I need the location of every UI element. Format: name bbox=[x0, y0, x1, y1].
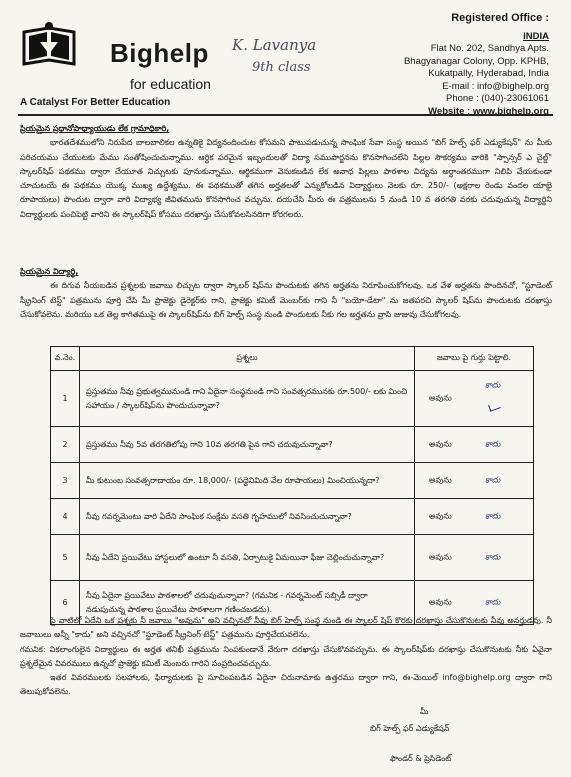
signature-title: ఫౌండర్ & ప్రెసిడెంట్ bbox=[390, 754, 452, 763]
paragraph-student: ఈ దిగువ నీయబడిన ప్రశ్నలకు జవాబు లిచ్చుట ద్వారా స్కాలర్ షిప్‌ను పొందుటకు తగిన అర్హతను నిరూపించుకోగలవు. ఒక వేళ అర్హతను పొందినచో, "స్టూడెంట్ స్క్రీనింగ్ టెస్ట్" పత్రమును పూర్తి చేసి మీ ప్రాజెక్టు డైరెక్టర్‌కు గాని, ప్రాజెక్టు కమిటీ మెంబర్‌కు గాని నీ "బయో-డేటా" ను జతపరచి స్కాలర్ షిప్‌ను పొందుటకు దరఖాస్తు చేసుకోవలెను. మరియు ఒక తెల్ల కాగితముపై ఈ స్కాలర్‌షిప్‌ను బిగ్ హెల్ప్ సంస్థ నుండి పొందుటకు నీకు గల అర్హతను వ్రాసి జుజువు చేసుకోగలవు. bbox=[20, 281, 552, 319]
tick-mark-icon bbox=[488, 401, 501, 411]
office-title: Registered Office : bbox=[451, 12, 549, 24]
row-number: 5 bbox=[51, 535, 80, 581]
yes-option: అవును bbox=[429, 393, 452, 402]
registered-office bbox=[379, 12, 549, 118]
header-divider bbox=[18, 114, 553, 116]
row-number: 4 bbox=[51, 499, 80, 535]
paragraph-intro: భారతదేశములోని నిరుపేద బాలబాలికల ఉన్నతికై విద్యనందించుట కోసమని పాటుపడుచున్న సాంఘిక సేవా సంస్థ అయిన "బిగ్ హెల్ప్ ఫర్ ఎడ్యుకేషన్" ను మీకు పరిచయము చేయుటకు మేము సంతోషించుచున్నాము. ఆర్థిక పరమైన ఇబ్బందులతో విద్యా సముపార్జనను కొనసాగించలేని పిల్లల సౌకర్యము వారికి "స్పాన్సర్ ఎ చైల్డ్" స్కాలర్‌షిప్ పథకము ద్వారా చేయూత నిచ్చుటకు పూనుకున్నాము. ఆర్థికముగా వెనుకబడిన లేక అనాధ పిల్లలు పాఠశాల విద్యను అర్ధాంతరముగా నిలిపి వేయకుండా చూచుటయే ఈ పథకము యొక్క ముఖ్య ఉద్దేశ్యము. ఈ పథకముతో తగిన అర్హతలతో ఎన్నుకోబడిన విద్యార్థులు నెలకు రూ. 250/- (అక్షరాల రెండు వందల యాభై రూపాయలు) పొందుట ద్వారా వారి విద్యాభ్య జీవితమును కొనసాగించ వచ్చును. దయచేసి మీరు ఈ పత్రములను 5 నుండి 10 వ తరగతి వరకు చదువుచున్న విద్యార్థిని విద్యార్థులకు పంచిపెట్టి వారిని ఈ స్కాలర్‌షిప్ కోసము దరఖాస్తు చేసుకోవలసినదిగా కోరగలరు. bbox=[20, 138, 552, 219]
answer-cell bbox=[415, 463, 534, 499]
row-question: ప్రస్తుతము నీవు ప్రభుత్వమునుండి గాని ఏదైనా సంస్థనుండి గాని సంవత్సరమునకు రూ.500/- లకు మించి సహాయం / స్కాలర్‌షిప్‌ను పొందుచున్నావా? bbox=[80, 371, 415, 427]
answer-cell bbox=[415, 371, 534, 427]
handwritten-name: K. Lavanya bbox=[232, 36, 317, 54]
row-number: 2 bbox=[51, 427, 80, 463]
table-row bbox=[51, 499, 534, 535]
header-answer: జవాబు పై గుర్తు పెట్టాలి. bbox=[415, 347, 534, 371]
paragraph-contact: ఇతర వివరములకు సలహాలకు, ఫిర్యాదులకు పై సూచింపబడిన ఏదైనా చిరునామాకు ఉత్తరము ద్వారా గాని, ఈ-మెయిల్ info@bighelp.org ద్వారా గాని తెలుపుకోవలెను. bbox=[20, 673, 552, 697]
no-option: కాదు bbox=[485, 552, 501, 561]
no-option: కాదు bbox=[485, 475, 501, 484]
signature-org: బిగ్ హెల్ప్ ఫర్ ఎడ్యుకేషన్ bbox=[370, 724, 450, 733]
header-questions: ప్రశ్నలు bbox=[80, 347, 415, 371]
salutation-student: ప్రియమైన విద్యార్థి, bbox=[20, 267, 79, 276]
tagline: A Catalyst For Better Education bbox=[20, 97, 171, 108]
row-number: 6 bbox=[51, 581, 80, 625]
bighelp-logo bbox=[20, 18, 220, 92]
yes-option: అవును bbox=[429, 511, 452, 520]
salutation-headmaster: ప్రియమైన ప్రధానోపాధ్యాయుడు లేక గ్రామాధికారి, bbox=[20, 124, 170, 133]
eligibility-table bbox=[50, 346, 534, 625]
letter-student bbox=[20, 265, 552, 322]
office-email: E-mail : info@bighelp.org bbox=[442, 80, 549, 92]
letter-intro bbox=[20, 122, 552, 222]
no-option: కాదు bbox=[485, 511, 501, 520]
answer-cell bbox=[415, 499, 534, 535]
yes-option: అవును bbox=[429, 597, 452, 606]
row-number: 1 bbox=[51, 371, 80, 427]
brand-subtitle: for education bbox=[130, 76, 211, 92]
row-question: నీవు ఏదేని ప్రయివేటు హాస్టలులో ఉంటూ నీ వసతి, ఏర్పాటుకై ఏమయినా ఫీజు చెల్లించుచున్నావా? bbox=[80, 535, 415, 581]
answer-cell bbox=[415, 535, 534, 581]
office-website: Website : www.bighelp.org bbox=[428, 105, 549, 117]
header-serial: వ.నెం. bbox=[51, 347, 80, 371]
row-question: మీ కుటుంబ సంవత్సరాదాయం రూ. 18,000/- (పద్దెనిమిది వేల రూపాయలు) మించియున్నదా? bbox=[80, 463, 415, 499]
office-line1: Flat No. 202, Sandhya Apts. bbox=[430, 43, 549, 54]
table-row bbox=[51, 427, 534, 463]
row-question: ప్రస్తుతము నీవు 5వ తరగతిలోపు గాని 10వ తరగతి పైన గాని చదువుచున్నావా? bbox=[80, 427, 415, 463]
signature-closing: మీ bbox=[420, 707, 429, 716]
yes-option: అవును bbox=[429, 552, 452, 561]
paragraph-eligibility: పై వాటిలో ఏదేని ఒక ప్రశ్నకు నీ జవాబు "అవును" అని వచ్చినచో నీవు బిగ్ హెల్ప్ సంస్థ నుండి ఈ స్కాలర్ షిప్ కొరకు దరఖాస్తు చేసుకొనుటకు నీవు అనర్హుడవు. నీ జవాబులు అన్నీ "కాదు" అని వచ్చినచో "స్టూడెంట్ స్క్రీనింగ్ టెస్ట్" పత్రమును పూర్తిచేయవలెను. bbox=[20, 616, 552, 640]
no-option: కాదు bbox=[485, 597, 501, 606]
brand-name: Bighelp bbox=[110, 38, 209, 68]
office-country: INDIA bbox=[523, 30, 549, 42]
table-header-row bbox=[51, 347, 534, 371]
answer-cell bbox=[415, 427, 534, 463]
table-row bbox=[51, 535, 534, 581]
no-option: కాదు bbox=[485, 439, 501, 448]
row-question: నీవు ఏదైనా ప్రయివేటు పాఠశాలలో చదువుచున్నావా? (గమనిక - గవర్నమెంట్ సబ్సిడీ ద్వారా నడుపుచున్న పాఠశాల ప్రయివేటు పాఠశాలగా గణించబడదు). bbox=[80, 581, 415, 625]
office-line3: Kukatpally, Hyderabad, India bbox=[428, 68, 549, 79]
yes-option: అవును bbox=[429, 439, 452, 448]
office-line2: Bhagyanagar Colony, Opp. KPHB, bbox=[403, 55, 549, 67]
row-number: 3 bbox=[51, 463, 80, 499]
office-phone: Phone : (040)-23061061 bbox=[446, 93, 549, 104]
no-option: కాదు bbox=[485, 380, 501, 390]
table-row bbox=[51, 371, 534, 427]
row-question: నీవు గవర్నమెంటు వారి ఏదేని సాంఘిక సంక్షేమ వసతి గృహములో నివసించుచున్నావా? bbox=[80, 499, 415, 535]
yes-option: అవును bbox=[429, 475, 452, 484]
paragraph-note: గమనిక: వికలాంగులైన విద్యార్థులు ఈ అర్హత తనిఖీ పత్రమును నింపకుండానే నేరుగా దరఖాస్తు చేసుకొనవచ్చును. ఈ స్కాలర్‌షిప్‌కు దరఖాస్తు చేసుకొనుటకు నీకు ఏవైనా ప్రశ్నలేమైన వివరములు ఉన్నచో ప్రాజెక్టు కమిటీ మెంబరు గారిని సంప్రదించవచ్చును. bbox=[20, 644, 552, 668]
table-row bbox=[51, 463, 534, 499]
book-logo-icon bbox=[20, 18, 78, 70]
letter-footer bbox=[20, 614, 552, 700]
handwritten-class: 9th class bbox=[252, 60, 311, 75]
